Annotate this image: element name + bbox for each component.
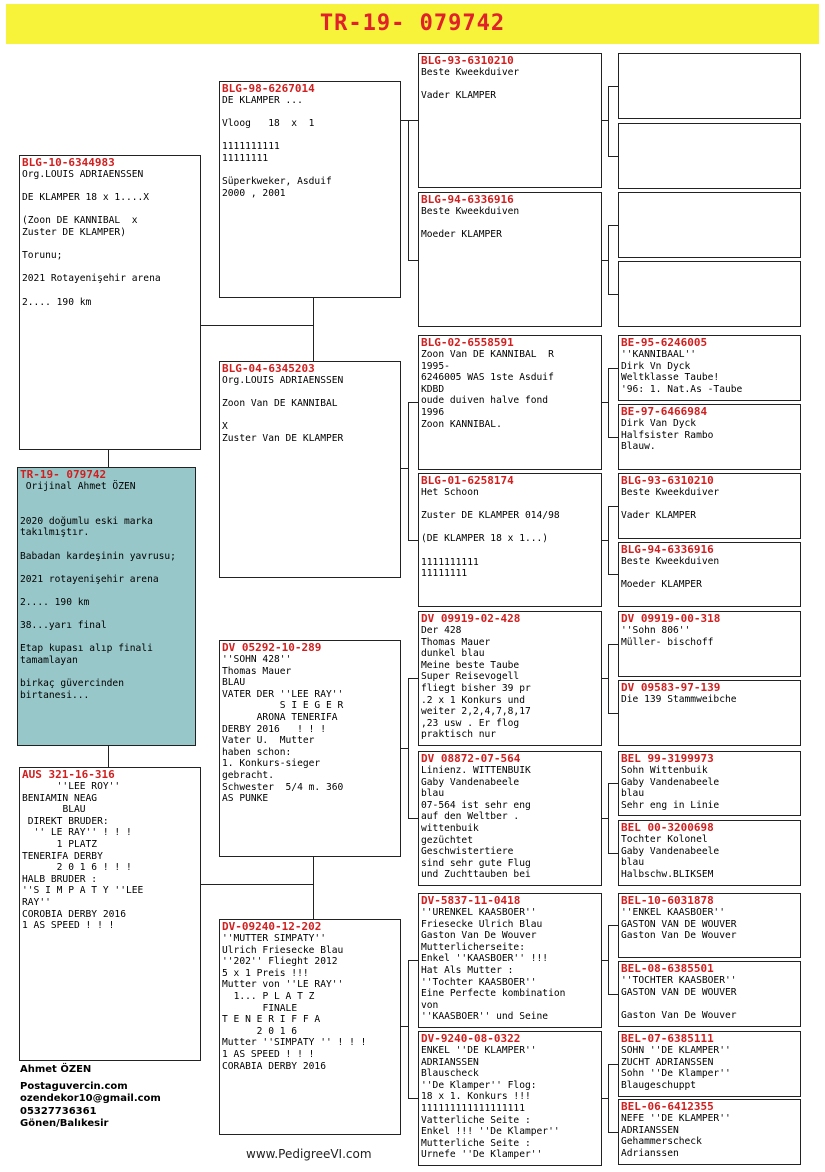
dam-box[interactable] — [19, 767, 201, 1061]
pigeon-notes: Beste Kweekduiver Vader KLAMPER — [421, 67, 520, 102]
gen4-box[interactable] — [618, 961, 801, 1027]
gen4-box[interactable] — [618, 751, 801, 816]
ring-number: BEL-06-6412355 — [621, 1100, 714, 1113]
pigeon-notes: Sohn Wittenbuik Gaby Vandenabeele blau Sehr eng in Linie — [621, 765, 720, 811]
owner-email: ozendekor10@gmail.com — [20, 1093, 161, 1104]
connector-line — [313, 857, 314, 919]
owner-location: Gönen/Balıkesir — [20, 1118, 109, 1129]
connector-line — [408, 120, 409, 260]
pigeon-notes: ''MUTTER SIMPATY'' Ulrich Friesecke Blau ''202'' Flieght 2012 5 x 1 Preis !!! Mutter von ''LE RAY'' 1... P L A T Z FINALE T E N E R I F F A 2 0 1 6 Mutter ''SIMPATY '' ! ! ! 1 AS SPEED ! ! ! CORABIA DERBY 2016 — [222, 933, 367, 1072]
pigeon-notes: Der 428 Thomas Mauer dunkel blau Meine beste Taube Super Reisevogell fliegt bisher 39 pr .2 x 1 Konkurs und weiter 2,2,4,7,8,17 ,23 usw . Er flog praktisch nur — [421, 625, 531, 741]
pigeon-notes: Het Schoon Zuster DE KLAMPER 014/98 (DE KLAMPER 18 x 1...) 1111111111 11111111 — [421, 487, 560, 580]
ring-number: TR-19- 079742 — [20, 468, 107, 481]
pigeon-notes: Beste Kweekduiven Moeder KLAMPER — [421, 206, 520, 241]
pigeon-notes: Die 139 Stammweibche — [621, 694, 737, 705]
gen4-box[interactable] — [618, 473, 801, 539]
gen4-box[interactable] — [618, 335, 801, 401]
pigeon-notes: Beste Kweekduiven Moeder KLAMPER — [621, 556, 720, 591]
gen4-box[interactable] — [618, 192, 801, 258]
connector-line — [408, 960, 409, 1098]
pigeon-notes: DE KLAMPER ... Vloog 18 x 1 1111111111 11111111 Süperkweker, Asduif 2000 , 2001 — [222, 95, 332, 199]
great-grandparent-box[interactable] — [418, 473, 602, 607]
gen4-box[interactable] — [618, 611, 801, 677]
connector-line — [608, 86, 609, 156]
ring-number: DV-09240-12-202 — [222, 920, 322, 933]
connector-line — [408, 678, 409, 818]
gen4-box[interactable] — [618, 820, 801, 886]
ring-number: DV 09583-97-139 — [621, 681, 721, 694]
connector-line — [201, 884, 314, 885]
connector-line — [608, 644, 618, 645]
connector-line — [608, 925, 609, 994]
connector-line — [201, 325, 314, 326]
connector-line — [608, 1064, 609, 1132]
gen4-box[interactable] — [618, 123, 801, 189]
connector-line — [408, 540, 418, 541]
connector-line — [608, 294, 618, 295]
connector-line — [608, 156, 618, 157]
ring-number: DV-9240-08-0322 — [421, 1032, 521, 1045]
gen4-box[interactable] — [618, 542, 801, 607]
pigeon-notes: ''SOHN 428'' Thomas Mauer BLAU VATER DER ''LEE RAY'' S I E G E R ARONA TENERIFA DERBY 2016 ! ! ! Vater U. Mutter haben schon: 1. Konkurs-sieger gebracht. Schwester 5/4 m. 360 AS PUNKE — [222, 654, 344, 805]
ring-number: DV 09919-00-318 — [621, 612, 721, 625]
ring-number: DV 08872-07-564 — [421, 752, 521, 765]
connector-line — [608, 783, 618, 784]
connector-line — [313, 298, 314, 361]
ring-number: BLG-94-6336916 — [621, 543, 714, 556]
connector-line — [608, 86, 618, 87]
ring-number: BLG-94-6336916 — [421, 193, 514, 206]
connector-line — [408, 818, 418, 819]
grandparent-box[interactable] — [219, 640, 401, 857]
pedigree-logo[interactable] — [246, 1147, 372, 1161]
ring-number: BEL-08-6385501 — [621, 962, 714, 975]
grandparent-box[interactable] — [219, 919, 401, 1135]
great-grandparent-box[interactable] — [418, 53, 602, 188]
gen4-box[interactable] — [618, 404, 801, 470]
great-grandparent-box[interactable] — [418, 611, 602, 746]
sire-box[interactable] — [19, 155, 201, 450]
ring-number: BLG-04-6345203 — [222, 362, 315, 375]
owner-name: Ahmet ÖZEN — [20, 1064, 92, 1075]
connector-line — [608, 225, 618, 226]
great-grandparent-box[interactable] — [418, 1031, 602, 1166]
pigeon-notes: SOHN ''DE KLAMPER'' ZUCHT ADRIANSSEN Sohn ''De Klamper'' Blaugeschuppt — [621, 1045, 731, 1091]
gen4-box[interactable] — [618, 53, 801, 119]
pigeon-notes: ''KANNIBAAL'' Dirk Vn Dyck Weltklasse Taube! '96: 1. Nat.As -Taube — [621, 349, 743, 395]
pigeon-notes: ''TOCHTER KAASBOER'' GASTON VAN DE WOUVER Gaston Van De Wouver — [621, 975, 737, 1021]
pigeon-notes: Zoon Van DE KANNIBAL R 1995- 6246005 WAS 1ste Asduif KDBD oude duiven halve fond 1996 Zoon KANNIBAL. — [421, 349, 554, 430]
pigeon-notes: Dirk Van Dyck Halfsister Rambo Blauw. — [621, 418, 714, 453]
connector-line — [408, 260, 418, 261]
connector-line — [408, 402, 418, 403]
ring-number: BLG-10-6344983 — [22, 156, 115, 169]
ring-number: BEL 99-3199973 — [621, 752, 714, 765]
ring-number: BEL 00-3200698 — [621, 821, 714, 834]
owner-info — [20, 1064, 161, 1131]
great-grandparent-box[interactable] — [418, 335, 602, 470]
gen4-box[interactable] — [618, 893, 801, 958]
connector-line — [108, 450, 109, 467]
connector-line — [608, 506, 618, 507]
pigeon-notes: Beste Kweekduiver Vader KLAMPER — [621, 487, 720, 522]
connector-line — [608, 853, 618, 854]
connector-line — [608, 644, 609, 713]
connector-line — [408, 1098, 418, 1099]
pigeon-notes: Org.LOUIS ADRIAENSSEN DE KLAMPER 18 x 1....X (Zoon DE KANNIBAL x Zuster DE KLAMPER) Torunu; 2021 Rotayenişehir arena 2.... 190 km — [22, 169, 161, 308]
ring-number: BLG-93-6310210 — [621, 474, 714, 487]
ring-number: DV 05292-10-289 — [222, 641, 322, 654]
connector-line — [608, 925, 618, 926]
pigeon-notes: ''Sohn 806'' Müller- bischoff — [621, 625, 714, 648]
ring-number: AUS 321-16-316 — [22, 768, 115, 781]
pigeon-notes: ''URENKEL KAASBOER'' Friesecke Ulrich Blau Gaston Van De Wouver Mutterlicherseite: Enkel ''KAASBOER'' !!! Hat Als Mutter : ''Tochter KAASBOER'' Eine Perfecte kombination von ''KAASBOER'' und Seine — [421, 907, 566, 1023]
connector-line — [608, 368, 609, 437]
pigeon-notes: NEFE ''DE KLAMPER'' ADRIANSSEN Gehammerscheck Adrianssen — [621, 1113, 731, 1159]
connector-line — [408, 678, 418, 679]
connector-line — [608, 783, 609, 853]
pigeon-notes: ''LEE ROY'' BENIAMIN NEAG BLAU DIREKT BRUDER: '' LE RAY'' ! ! ! 1 PLATZ TENERIFA DERBY 2 0 1 6 ! ! ! HALB BRUDER : ''S I M P A T Y ''LEE RAY'' COROBIA DERBY 2016 1 AS SPEED ! ! ! — [22, 781, 144, 932]
pigeon-notes: Orijinal Ahmet ÖZEN 2020 doğumlu eski marka takılmıştır. Babadan kardeşinin yavrusu; 2021 rotayenişehir arena 2.... 190 km 38...yarı final Etap kupası alıp finali tamamlayan birkaç güvercinden birtanesi... — [20, 481, 176, 701]
connector-line — [608, 1132, 618, 1133]
ring-number: BLG-02-6558591 — [421, 336, 514, 349]
gen4-box[interactable] — [618, 680, 801, 746]
ring-number: BEL-07-6385111 — [621, 1032, 714, 1045]
connector-line — [608, 713, 618, 714]
pigeon-notes: Tochter Kolonel Gaby Vandenabeele blau Halbschw.BLIKSEM — [621, 834, 720, 880]
grandparent-box[interactable] — [219, 361, 401, 578]
great-grandparent-box[interactable] — [418, 192, 602, 327]
grandparent-box[interactable] — [219, 81, 401, 298]
connector-line — [608, 506, 609, 574]
ring-number: BE-97-6466984 — [621, 405, 708, 418]
ring-number: DV 09919-02-428 — [421, 612, 521, 625]
ring-number: DV-5837-11-0418 — [421, 894, 521, 907]
ring-number: BEL-10-6031878 — [621, 894, 714, 907]
connector-line — [408, 402, 409, 540]
ring-number: BLG-98-6267014 — [222, 82, 315, 95]
connector-line — [608, 225, 609, 294]
pigeon-notes: ENKEL ''DE KLAMPER'' ADRIANSSEN Blauscheck ''De Klamper'' Flog: 18 x 1. Konkurs !!! 111111111111111111 Vatterliche Seite : Enkel !!! ''De Klamper'' Mutterliche Seite : Urnefe ''De Klamper'' — [421, 1045, 560, 1161]
owner-phone: 05327736361 — [20, 1105, 97, 1117]
connector-line — [608, 994, 618, 995]
logo-text: www.PedigreeVI.com — [246, 1147, 372, 1161]
ring-number: BLG-01-6258174 — [421, 474, 514, 487]
connector-line — [408, 960, 418, 961]
gen4-box[interactable] — [618, 1031, 801, 1097]
pigeon-notes: Org.LOUIS ADRIAENSSEN Zoon Van DE KANNIBAL X Zuster Van DE KLAMPER — [222, 375, 344, 444]
ring-number: BE-95-6246005 — [621, 336, 708, 349]
subject-box[interactable] — [17, 467, 196, 746]
pigeon-notes: ''ENKEL KAASBOER'' GASTON VAN DE WOUVER Gaston Van De Wouver — [621, 907, 737, 942]
gen4-box[interactable] — [618, 1099, 801, 1165]
gen4-box[interactable] — [618, 261, 801, 327]
pedigree-title: TR-19- 079742 — [6, 4, 819, 44]
connector-line — [608, 368, 618, 369]
connector-line — [608, 437, 618, 438]
great-grandparent-box[interactable] — [418, 893, 602, 1028]
great-grandparent-box[interactable] — [418, 751, 602, 886]
connector-line — [408, 120, 418, 121]
ring-number: BLG-93-6310210 — [421, 54, 514, 67]
connector-line — [608, 574, 618, 575]
connector-line — [108, 746, 109, 767]
connector-line — [608, 1064, 618, 1065]
owner-site: Postaguvercin.com — [20, 1080, 128, 1092]
pigeon-notes: Linienz. WITTENBUIK Gaby Vandenabeele blau 07-564 ist sehr eng auf den Weltber . wittenbuik gezüchtet Geschwistertiere sind sehr gute Flug und Zuchttauben bei — [421, 765, 531, 881]
